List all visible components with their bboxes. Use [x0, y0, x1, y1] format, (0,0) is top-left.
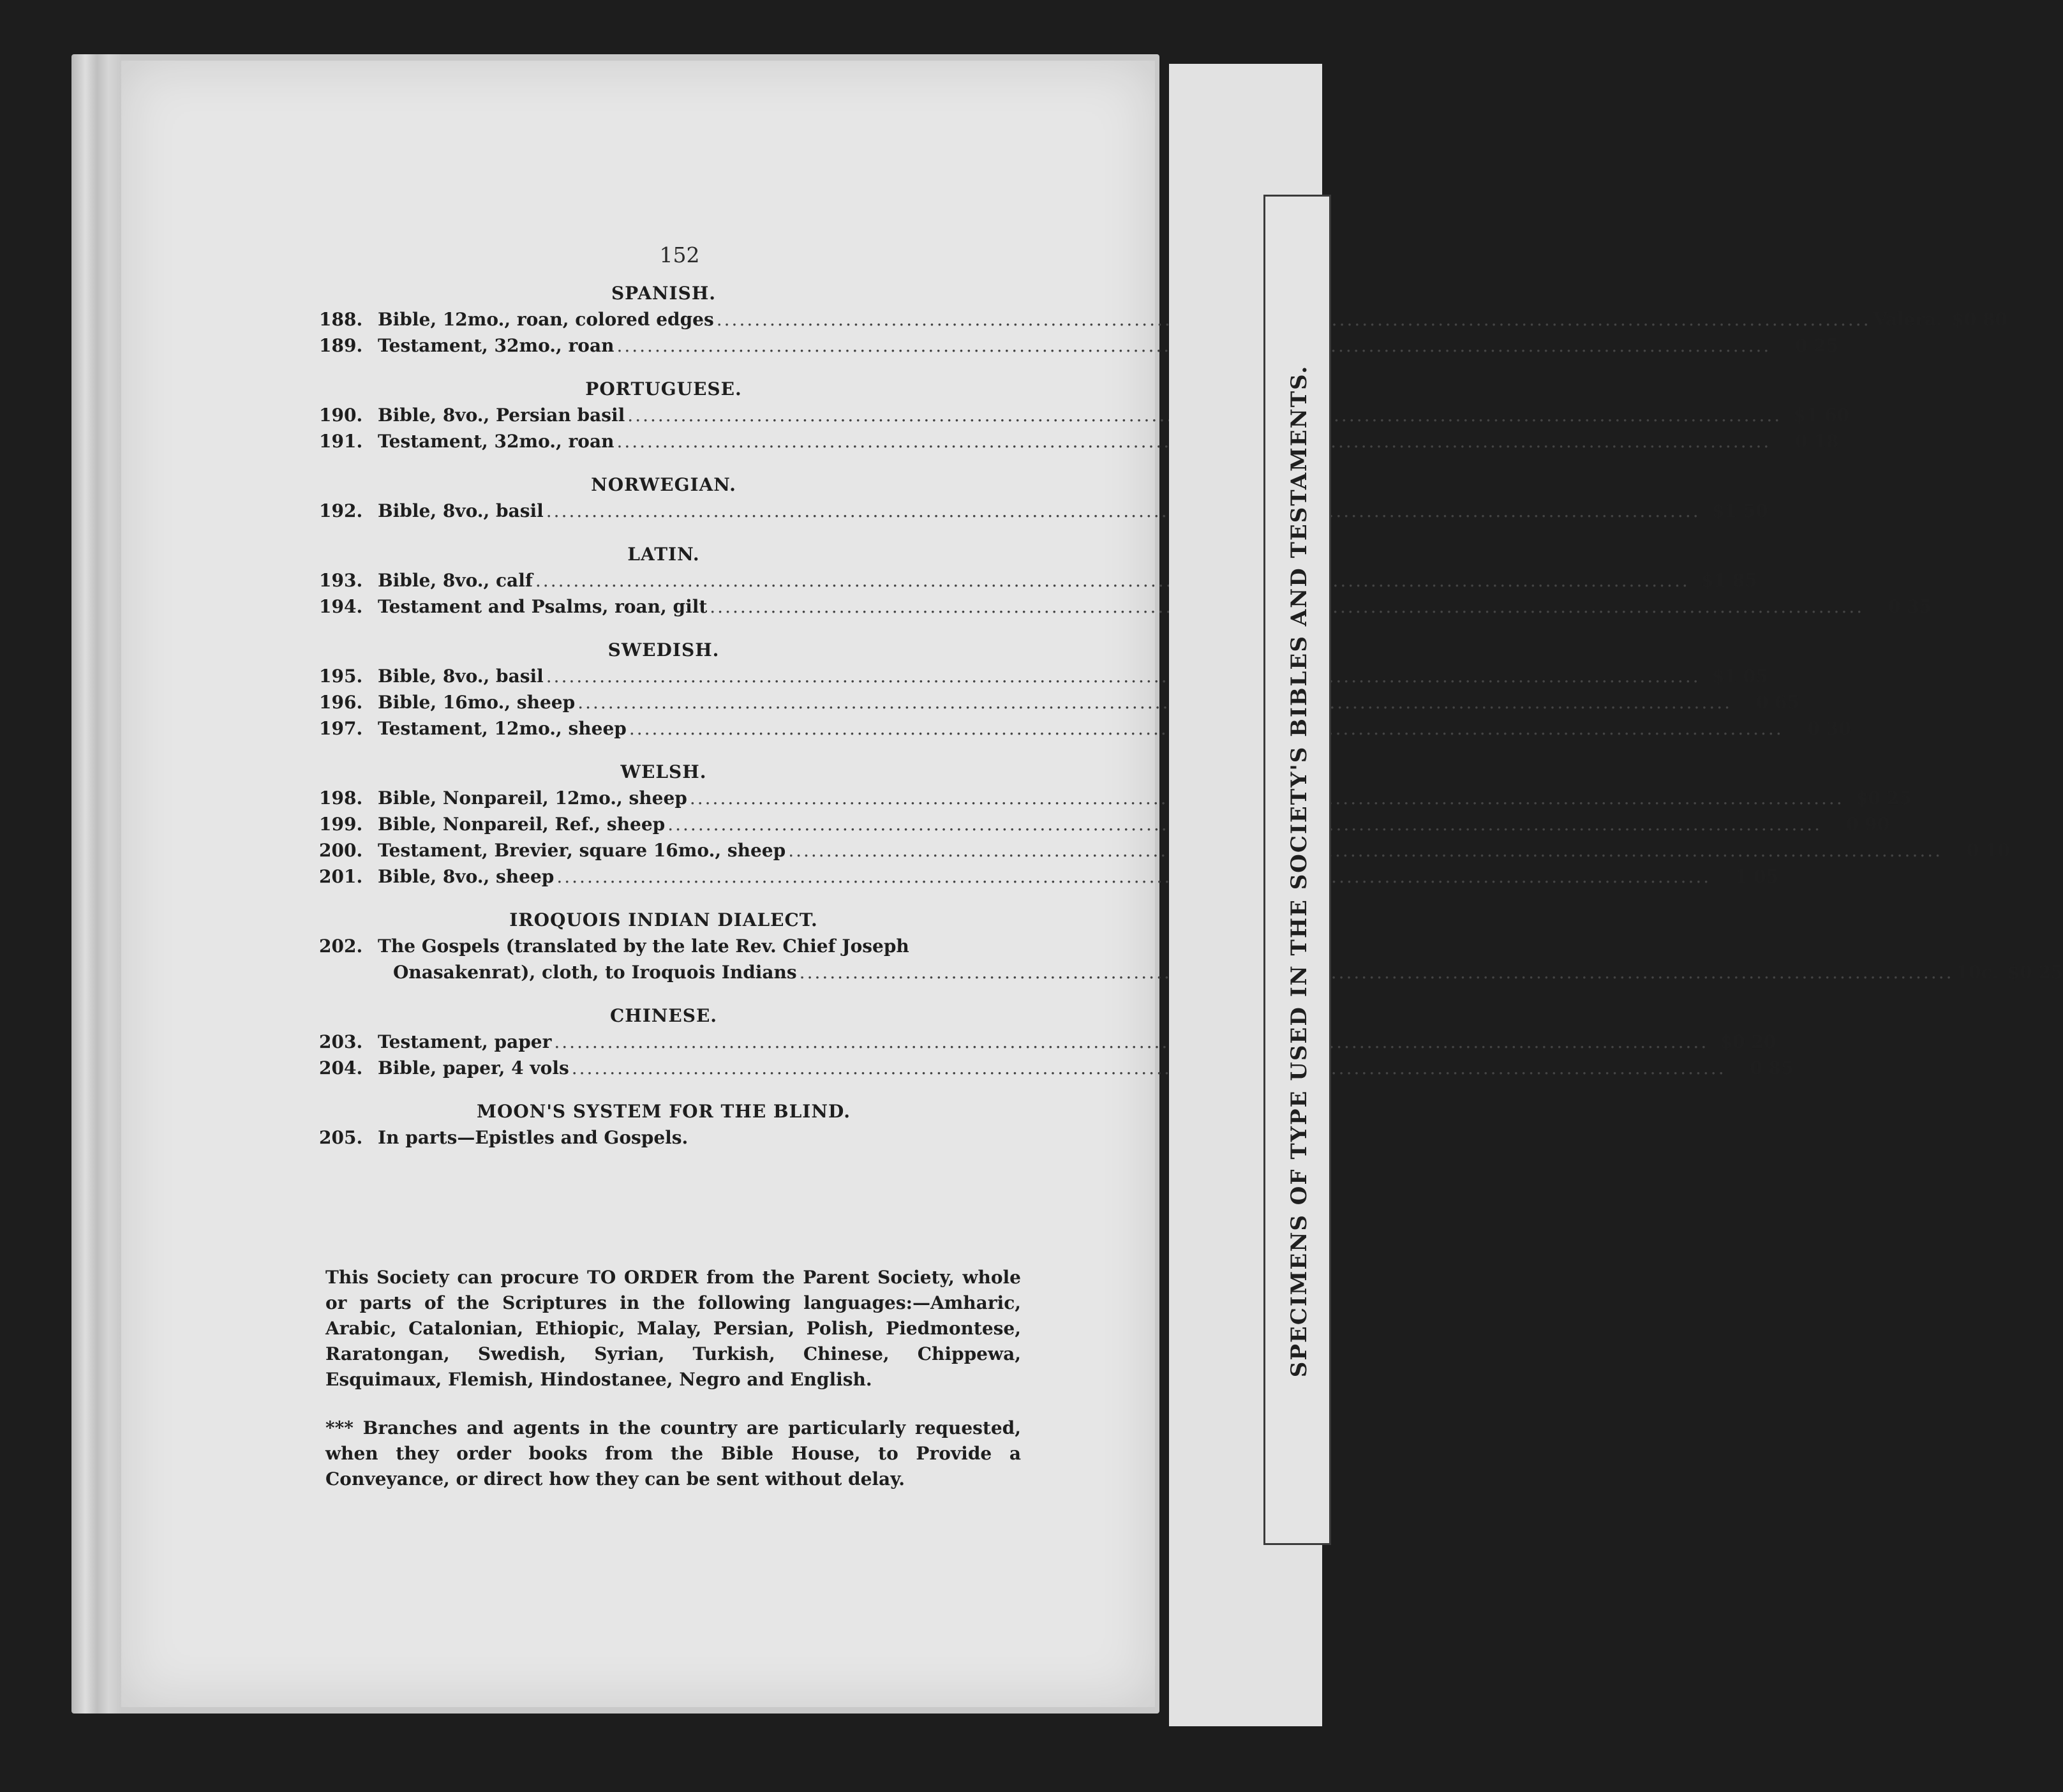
leader-dots	[554, 1029, 1708, 1055]
section-title: LATIN.	[627, 544, 700, 565]
item-price: 0 18	[1795, 431, 1839, 452]
list-item	[319, 594, 1932, 620]
list-item	[319, 663, 1768, 689]
item-description-continued: Onasakenrat), cloth, to Iroquois Indians	[393, 962, 797, 983]
item-description: Bible, Nonpareil, 12mo., sheep	[378, 788, 687, 809]
section-title: MOON'S SYSTEM FOR THE BLIND.	[476, 1101, 851, 1122]
list-item	[319, 306, 2007, 332]
item-description: Bible, 12mo., roan, colored edges	[378, 309, 714, 330]
item-price: $0 20	[1720, 1031, 1776, 1052]
item-description: Testament, Brevier, square 16mo., sheep	[378, 840, 786, 861]
item-number: 191.	[319, 431, 363, 452]
section-title: SWEDISH.	[607, 639, 720, 661]
list-item	[319, 863, 1779, 890]
item-price: 0 85	[1750, 1057, 1794, 1079]
item-number: 198.	[319, 788, 363, 809]
item-description: Testament, 32mo., roan	[378, 431, 614, 452]
list-item	[319, 1055, 1794, 1081]
section-title: NORWEGIAN.	[591, 474, 736, 495]
list-item	[319, 715, 1851, 742]
list-item	[319, 428, 1839, 454]
leader-dots	[800, 959, 1954, 985]
leader-dots	[788, 837, 1942, 863]
item-number: 199.	[319, 814, 363, 835]
item-price: 0 90	[1845, 814, 1890, 835]
item-number: 201.	[319, 866, 363, 887]
list-item	[319, 567, 1757, 594]
item-price: $1 50	[1711, 500, 1768, 521]
item-description: Testament, 12mo., sheep	[378, 718, 627, 739]
section	[319, 759, 2011, 890]
item-description: Testament and Psalms, roan, gilt	[378, 596, 708, 617]
item-description: Bible, 8vo., basil	[378, 666, 544, 687]
item-price: $0 25	[1856, 788, 1912, 809]
section-title: CHINESE.	[609, 1005, 718, 1026]
item-description: The Gospels (translated by the late Rev. Chief Joseph	[378, 936, 909, 957]
section	[319, 281, 2007, 359]
list-item	[319, 933, 1021, 959]
page-number: 152	[659, 243, 700, 267]
item-price: 0 65	[1755, 692, 1800, 713]
leader-dots	[546, 663, 1701, 689]
item-note: 10c.	[1956, 962, 1999, 983]
list-item	[319, 837, 2011, 863]
item-description: Bible, paper, 4 vols	[378, 1057, 569, 1079]
item-price: $0 80	[1951, 309, 2007, 330]
leader-dots	[535, 567, 1690, 594]
item-price: 0 25	[1795, 335, 1839, 356]
item-number: 197.	[319, 718, 363, 739]
item-price: 0 10	[1966, 840, 2011, 861]
item-description: Testament, 32mo., roan	[378, 335, 614, 356]
list-item	[319, 785, 1912, 811]
item-number: 203.	[319, 1031, 363, 1052]
section-title: WELSH.	[620, 761, 707, 782]
section	[319, 638, 1851, 742]
leader-dots	[546, 498, 1701, 524]
leader-dots	[556, 863, 1711, 890]
item-description: In parts—Epistles and Gospels.	[378, 1127, 689, 1148]
item-description: Bible, Nonpareil, Ref., sheep	[378, 814, 666, 835]
item-number: 194.	[319, 596, 363, 617]
item-number: 202.	[319, 936, 363, 957]
section-title: SPANISH.	[611, 283, 717, 304]
item-description: Bible, 8vo., sheep	[378, 866, 555, 887]
list-item	[319, 332, 1839, 359]
item-number: 196.	[319, 692, 363, 713]
item-price: $1 60	[1793, 405, 1850, 426]
item-description: Bible, 8vo., basil	[378, 500, 544, 521]
item-number: 205.	[319, 1127, 363, 1148]
item-price: 0 30	[1807, 718, 1851, 739]
leader-dots	[572, 1055, 1726, 1081]
item-number: 189.	[319, 335, 363, 356]
order-paragraph: This Society can procure TO ORDER from the Parent Society, whole or parts of the Scriptures in the following languages:—Amharic, Arabic, Catalonian, Ethiopic, Malay, Persian, Polish, Piedmontese, Raratongan, Swedish, Syrian, Turkish, Chinese, Chippewa, Esquimaux, Flemish, Hindostanee, Negro and English.	[325, 1267, 1021, 1390]
item-number: 193.	[319, 570, 363, 591]
list-item	[319, 1029, 1776, 1055]
list-item	[319, 1124, 1021, 1151]
item-number: 204.	[319, 1057, 363, 1079]
section	[319, 907, 2063, 985]
section-title: IROQUOIS INDIAN DIALECT.	[509, 909, 818, 930]
section	[319, 472, 1768, 524]
list-item-continuation	[319, 959, 2063, 985]
section	[319, 377, 1850, 454]
leader-dots	[577, 689, 1732, 715]
side-title: SPECIMENS OF TYPE USED IN THE SOCIETY'S BIBLES AND TESTAMENTS.	[1286, 364, 1312, 1378]
section	[319, 1003, 1794, 1081]
section	[319, 542, 1932, 620]
list-item	[319, 498, 1768, 524]
item-number: 188.	[319, 309, 363, 330]
item-price: $1 05	[1711, 666, 1768, 687]
list-item	[319, 689, 1800, 715]
item-description: Bible, 16mo., sheep	[378, 692, 576, 713]
item-price: 1 05	[1735, 866, 1779, 887]
item-description: Bible, 8vo., calf	[378, 570, 533, 591]
item-number: 195.	[319, 666, 363, 687]
item-price: $0 25	[2007, 962, 2063, 983]
item-description: Testament, paper	[378, 1031, 552, 1052]
item-description: Bible, 8vo., Persian basil	[378, 405, 625, 426]
item-price: 0 35	[1888, 596, 1932, 617]
item-number: 190.	[319, 405, 363, 426]
notice-paragraph: *** Branches and agents in the country are particularly requested, when they order books from the Bible House, to Provide a Conveyance, or direct how they can be sent without delay.	[325, 1417, 1021, 1490]
item-note: Valera.	[1873, 309, 1942, 330]
section-title: PORTUGUESE.	[585, 378, 742, 399]
list-item	[319, 402, 1850, 428]
item-price: $1 85	[1701, 570, 1757, 591]
section	[319, 1099, 1021, 1151]
item-number: 200.	[319, 840, 363, 861]
item-number: 192.	[319, 500, 363, 521]
list-item	[319, 811, 1890, 837]
